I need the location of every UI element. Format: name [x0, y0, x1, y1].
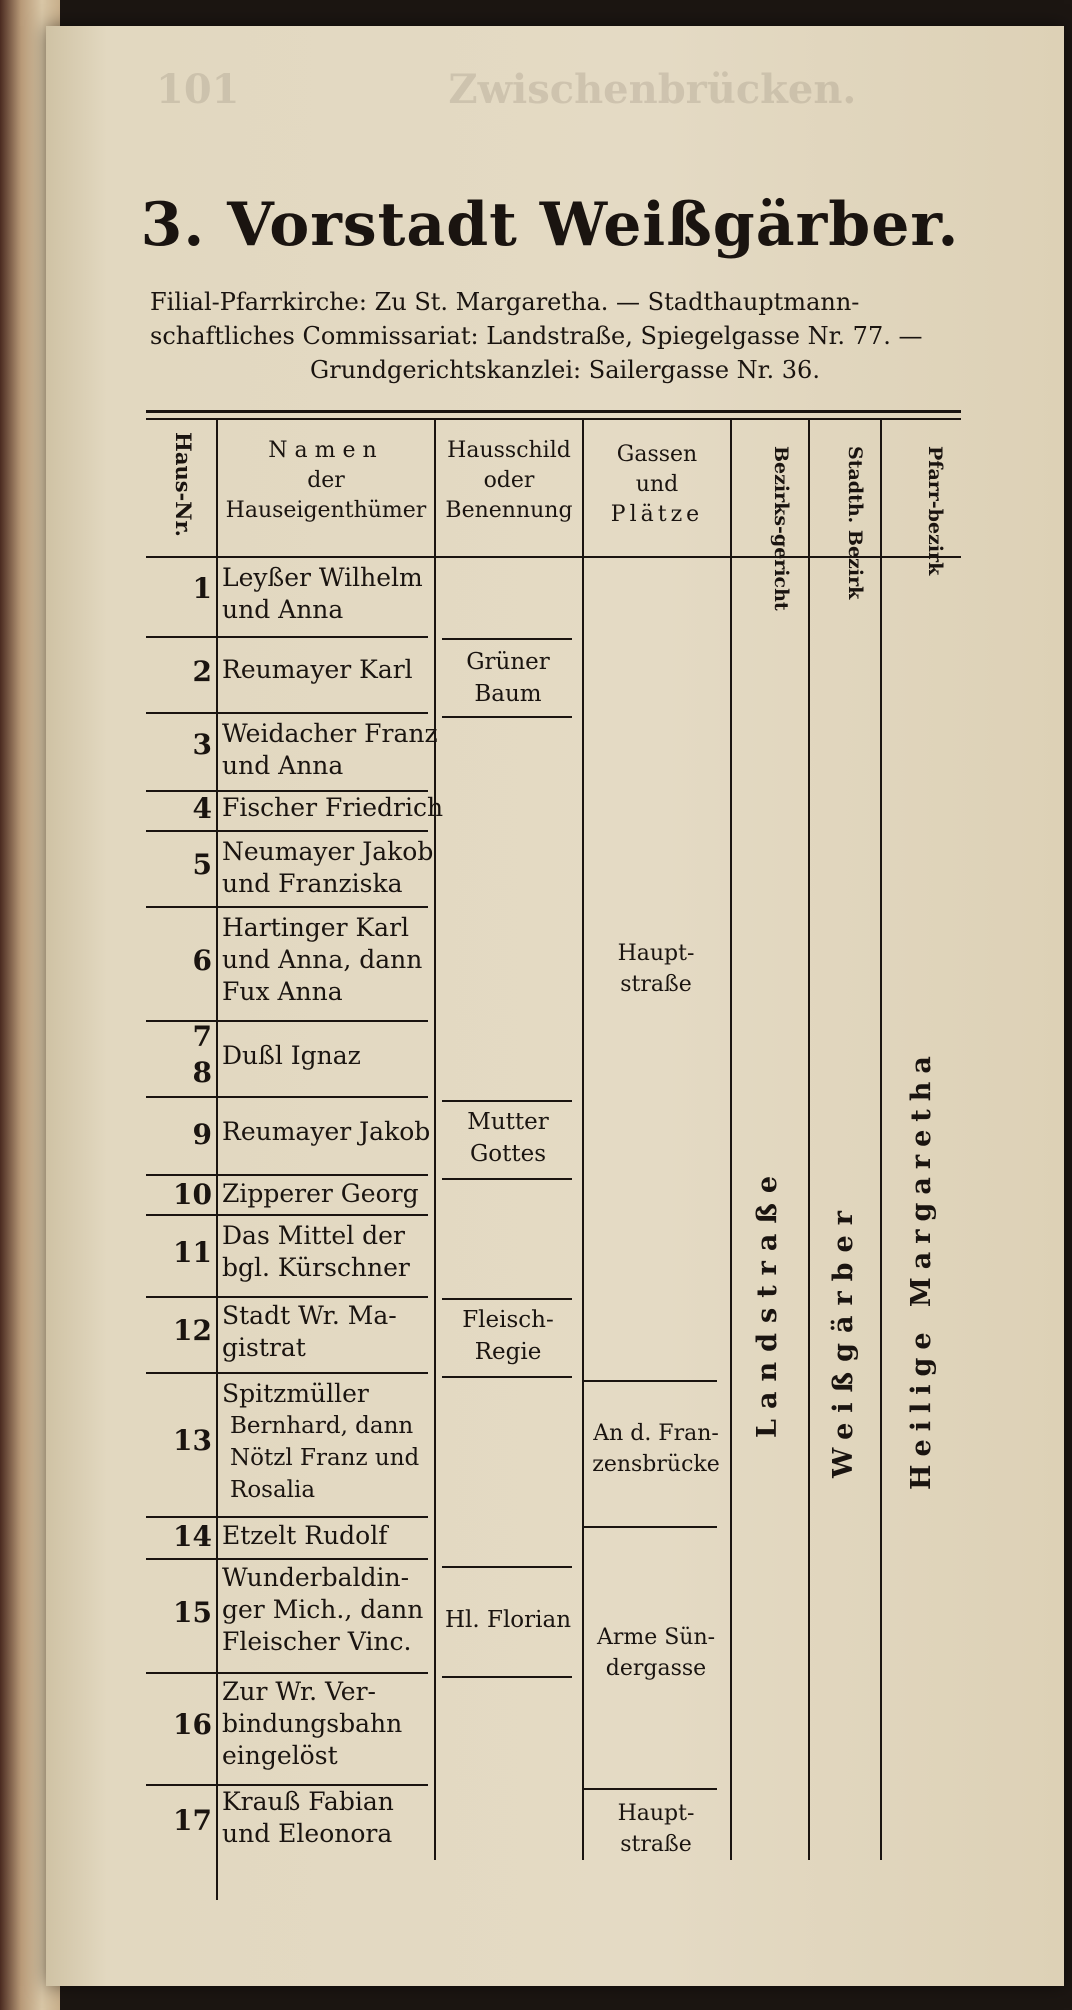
- header-namen-line: der: [307, 468, 345, 493]
- street-line: An d. Fran-: [593, 1421, 719, 1446]
- owner-entry: [222, 1676, 402, 1772]
- owner-line: Hartinger Karl: [222, 913, 410, 942]
- sign-line: Fleisch-: [462, 1307, 554, 1333]
- row-rule: [218, 636, 428, 638]
- house-number: 4: [192, 792, 212, 825]
- row-rule: [218, 1020, 428, 1022]
- row-rule: [146, 1174, 216, 1176]
- header-bezirksgericht: Bezirks-gericht: [770, 446, 792, 611]
- header-hausschild-line: oder: [483, 468, 535, 493]
- house-number: 6: [192, 944, 212, 977]
- sign-rule: [442, 1298, 572, 1300]
- house-sign: [438, 646, 578, 710]
- street-rule: [582, 1788, 717, 1790]
- street-line: straße: [620, 1832, 692, 1857]
- house-number: 13: [173, 1424, 212, 1457]
- table-top-rule-2: [146, 418, 961, 420]
- owner-entry: [222, 1220, 410, 1284]
- owner-line: Reumayer Karl: [222, 655, 413, 684]
- row-rule: [146, 830, 216, 832]
- street-rule: [582, 1380, 717, 1382]
- sign-rule: [442, 1100, 572, 1102]
- col-rule-6: [880, 420, 882, 1860]
- owner-line: und Anna, dann: [222, 945, 423, 974]
- street-name: [586, 1418, 726, 1480]
- owner-line: Nötzl Franz und: [230, 1445, 420, 1471]
- owner-line: ger Mich., dann: [222, 1595, 424, 1624]
- sign-line: Gottes: [469, 1141, 547, 1167]
- col-rule-1: [216, 420, 218, 1900]
- row-rule: [218, 712, 428, 714]
- sign-rule: [442, 1566, 572, 1568]
- sign-line: Hl. Florian: [444, 1607, 572, 1633]
- owner-entry: [222, 654, 413, 686]
- row-rule: [218, 830, 428, 832]
- owner-line: Spitzmüller: [222, 1379, 369, 1408]
- sign-line: Regie: [474, 1339, 542, 1365]
- owner-line: Fux Anna: [222, 977, 343, 1006]
- house-sign: [438, 1604, 578, 1636]
- owner-line: Wunderbaldin-: [222, 1563, 410, 1592]
- header-stadth-bezirk: Stadth. Bezirk: [844, 446, 866, 600]
- street-name: [586, 1798, 726, 1860]
- row-rule: [146, 906, 216, 908]
- row-rule: [146, 1516, 216, 1518]
- sign-rule: [442, 1676, 572, 1678]
- street-name: [586, 1622, 726, 1684]
- page-title: 3. Vorstadt Weißgärber.: [140, 190, 960, 260]
- row-rule: [146, 1672, 216, 1674]
- sign-rule: [442, 1178, 572, 1180]
- house-number: 3: [192, 728, 212, 761]
- owner-line: Fischer Friedrich: [222, 793, 444, 822]
- header-bottom-rule: [146, 556, 961, 558]
- owner-line: Weidacher Franz: [222, 719, 438, 748]
- house-number: 14: [173, 1520, 212, 1553]
- house-number: 11: [173, 1236, 212, 1269]
- stadth-bezirk-value: Weißgärber: [828, 1201, 859, 1478]
- header-namen: [218, 436, 434, 526]
- owner-line: Dußl Ignaz: [222, 1041, 361, 1070]
- street-line: zensbrücke: [592, 1452, 720, 1477]
- row-rule: [146, 712, 216, 714]
- owner-line: Krauß Fabian: [222, 1787, 394, 1816]
- row-rule: [146, 1096, 216, 1098]
- house-number: 7: [192, 1020, 212, 1053]
- header-text: [150, 285, 980, 387]
- owner-line: eingelöst: [222, 1741, 338, 1770]
- bezirksgericht-value: Landstraße: [752, 1165, 783, 1438]
- row-rule: [218, 1516, 428, 1518]
- row-rule: [146, 1296, 216, 1298]
- owner-line: Leyßer Wilhelm: [222, 563, 423, 592]
- owner-line: und Franziska: [222, 869, 403, 898]
- house-sign: [438, 1106, 578, 1170]
- street-rule: [582, 1526, 717, 1528]
- street-line: Arme Sün-: [596, 1625, 716, 1650]
- row-rule: [218, 1372, 428, 1374]
- row-rule: [146, 636, 216, 638]
- house-number: 9: [192, 1118, 212, 1151]
- row-rule: [218, 1672, 428, 1674]
- house-number: 17: [173, 1804, 212, 1837]
- owner-entry: [222, 1562, 423, 1658]
- street-line: dergasse: [605, 1656, 707, 1681]
- owner-line: gistrat: [222, 1333, 306, 1362]
- owner-line: Fleischer Vinc.: [222, 1627, 412, 1656]
- row-rule: [218, 906, 428, 908]
- owner-entry: [222, 1786, 394, 1850]
- sign-line: Baum: [474, 681, 542, 707]
- header-pfarrbezirk: Pfarr-bezirk: [924, 446, 946, 576]
- owner-line: Zipperer Georg: [222, 1179, 419, 1208]
- bleed-through: 101 Zwischenbrücken.: [156, 66, 857, 113]
- row-rule: [146, 1214, 216, 1216]
- col-rule-4: [730, 420, 732, 1860]
- house-number: 12: [173, 1314, 212, 1347]
- sign-rule: [442, 638, 572, 640]
- house-sign: [438, 1304, 578, 1368]
- header-namen-line: Hauseigenthümer: [225, 498, 427, 523]
- sign-rule: [442, 1376, 572, 1378]
- header-line-2: schaftliches Commissariat: Landstraße, Spiegelgasse Nr. 77. —: [150, 322, 923, 350]
- owner-line: bgl. Kürschner: [222, 1253, 410, 1282]
- owner-entry: [222, 792, 443, 824]
- owner-line: Zur Wr. Ver-: [222, 1677, 376, 1706]
- header-hausschild-line: Benennung: [445, 498, 573, 523]
- house-number: 15: [173, 1596, 212, 1629]
- col-rule-2: [434, 420, 436, 1860]
- street-line: Haupt-: [617, 1801, 695, 1826]
- header-hausschild-line: Hausschild: [447, 438, 571, 463]
- owner-line: Etzelt Rudolf: [222, 1521, 388, 1550]
- header-line-1: Filial-Pfarrkirche: Zu St. Margaretha. — Stadthauptmann-: [150, 288, 860, 316]
- row-rule: [146, 1372, 216, 1374]
- owner-line: und Eleonora: [222, 1819, 393, 1848]
- row-rule: [218, 1296, 428, 1298]
- header-gassen: [584, 440, 730, 530]
- owner-line: Neumayer Jakob: [222, 837, 434, 866]
- owner-line: Bernhard, dann: [230, 1413, 414, 1439]
- header-line-3: Grundgerichtskanzlei: Sailergasse Nr. 36.: [310, 356, 820, 384]
- owner-line: bindungsbahn: [222, 1709, 403, 1738]
- owner-line: Stadt Wr. Ma-: [222, 1301, 397, 1330]
- owner-entry: [222, 912, 422, 1008]
- owner-line: Reumayer Jakob: [222, 1117, 431, 1146]
- owner-entry: [222, 1520, 387, 1552]
- owner-entry: [222, 1116, 430, 1148]
- house-number: 8: [192, 1056, 212, 1089]
- owner-line: Rosalia: [230, 1477, 316, 1503]
- header-hausnr: Haus-Nr.: [171, 432, 196, 537]
- col-rule-3: [582, 420, 584, 1860]
- owner-line: und Anna: [222, 751, 344, 780]
- owner-entry: [222, 1040, 361, 1072]
- row-rule: [218, 1558, 428, 1560]
- row-rule: [218, 1096, 428, 1098]
- street-line: straße: [620, 972, 692, 997]
- row-rule: [146, 1558, 216, 1560]
- owner-entry: [222, 718, 438, 782]
- house-number: 2: [192, 655, 212, 688]
- owner-entry: [222, 1300, 397, 1364]
- pfarrbezirk-value: Heilige Margaretha: [906, 1048, 937, 1490]
- street-name: [586, 938, 726, 1000]
- header-gassen-line: und: [635, 472, 679, 497]
- row-rule: [146, 1784, 216, 1786]
- header-gassen-line: Plätze: [610, 502, 704, 527]
- house-number: 1: [192, 572, 212, 605]
- header-namen-line: Namen: [268, 438, 384, 463]
- header-hausschild: [436, 436, 582, 526]
- house-number: 16: [173, 1708, 212, 1741]
- owner-entry: [222, 562, 423, 626]
- header-gassen-line: Gassen: [616, 442, 698, 467]
- table-top-rule: [146, 410, 961, 413]
- row-rule: [218, 1174, 428, 1176]
- owner-entry: [222, 1378, 419, 1506]
- house-number: 5: [192, 848, 212, 881]
- owner-line: Das Mittel der: [222, 1221, 405, 1250]
- sign-rule: [442, 716, 572, 718]
- owner-entry: [222, 836, 433, 900]
- house-number: 10: [173, 1178, 212, 1211]
- col-rule-5: [808, 420, 810, 1860]
- owner-entry: [222, 1178, 419, 1210]
- row-rule: [218, 1214, 428, 1216]
- owner-line: und Anna: [222, 595, 344, 624]
- sign-line: Mutter: [467, 1109, 549, 1135]
- street-line: Haupt-: [617, 941, 695, 966]
- sign-line: Grüner: [466, 649, 550, 675]
